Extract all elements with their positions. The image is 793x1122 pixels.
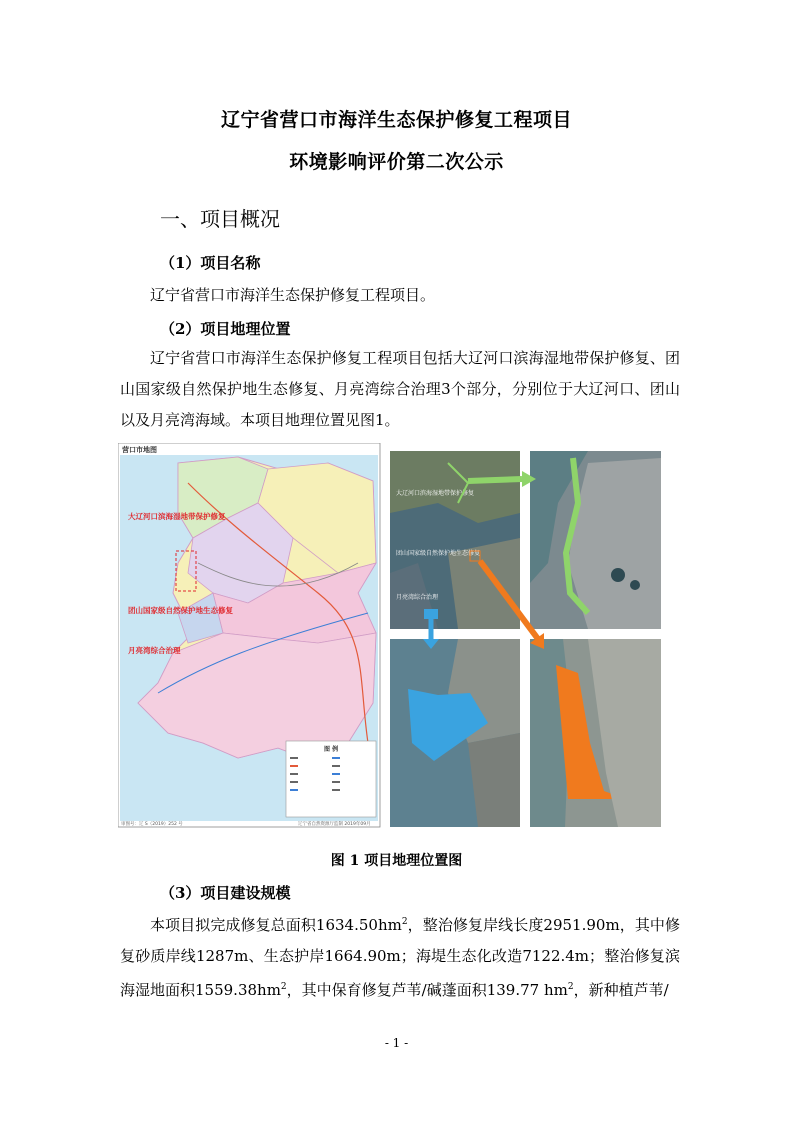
legend-title: 图 例 <box>324 746 339 753</box>
map-label-daliao: 大辽河口滨海湿地带保护修复 <box>128 512 226 521</box>
scale-text-a: 本项目拟完成修复总面积1634.50hm <box>150 916 402 934</box>
sat-label-daliao: 大辽河口滨海湿地带保护修复 <box>396 490 475 497</box>
satellite-tuanshan <box>530 639 661 827</box>
map-label-tuanshan: 团山国家级自然保护地生态修复 <box>128 606 233 615</box>
sat-label-yueliang: 月亮湾综合治理 <box>396 594 439 601</box>
section-heading: 一、项目概况 <box>160 207 280 231</box>
page-number: - 1 - <box>384 1036 409 1050</box>
superscript-2: 2 <box>280 982 287 992</box>
figure-caption: 图 1 项目地理位置图 <box>330 853 463 869</box>
document-title-line1: 辽宁省营口市海洋生态保护修复工程项目 <box>220 109 572 131</box>
scale-text <box>120 907 680 1006</box>
subsection-heading-scale: （3）项目建设规模 <box>160 884 291 902</box>
map-footer-left: 审图号：辽 S（2019）252 号 <box>121 822 183 827</box>
sat-label-tuanshan: 团山国家级自然保护地生态修复 <box>396 550 481 557</box>
satellite-yueliang <box>390 639 520 827</box>
scale-text-d: ，新种植芦苇/ <box>573 981 669 999</box>
superscript-2: 2 <box>567 982 574 992</box>
subsection-heading-location: （2）项目地理位置 <box>160 320 291 338</box>
map-title: 营口市地图 <box>122 446 157 454</box>
subsection-heading-name: （1）项目名称 <box>160 254 261 272</box>
scale-text-b: ，整治修复岸线长度2951.90m，其中修复砂质岸线1287m、生态护岸1664.90m；海堤生态化改造7122.4m；整治修复滨海湿地面积1559.38hm <box>120 916 680 999</box>
city-map <box>118 443 380 827</box>
map-footer-right: 辽宁省自然资源厅监制 2019年09月 <box>298 822 371 827</box>
document-title-line2: 环境影响评价第二次公示 <box>289 151 504 173</box>
superscript-2: 2 <box>401 917 408 927</box>
scale-text-c: ，其中保育修复芦苇/碱蓬面积139.77 hm <box>286 981 568 999</box>
location-figure <box>118 443 665 835</box>
project-name-text: 辽宁省营口市海洋生态保护修复工程项目。 <box>150 286 436 304</box>
map-label-yueliang: 月亮湾综合治理 <box>128 646 181 655</box>
satellite-daliao <box>530 451 661 629</box>
location-text: 辽宁省营口市海洋生态保护修复工程项目包括大辽河口滨海湿地带保护修复、团山国家级自然保护地生态修复、月亮湾综合治理3个部分，分别位于大辽河口、团山以及月亮湾海域。本项目地理位置见图1。 <box>120 349 680 429</box>
